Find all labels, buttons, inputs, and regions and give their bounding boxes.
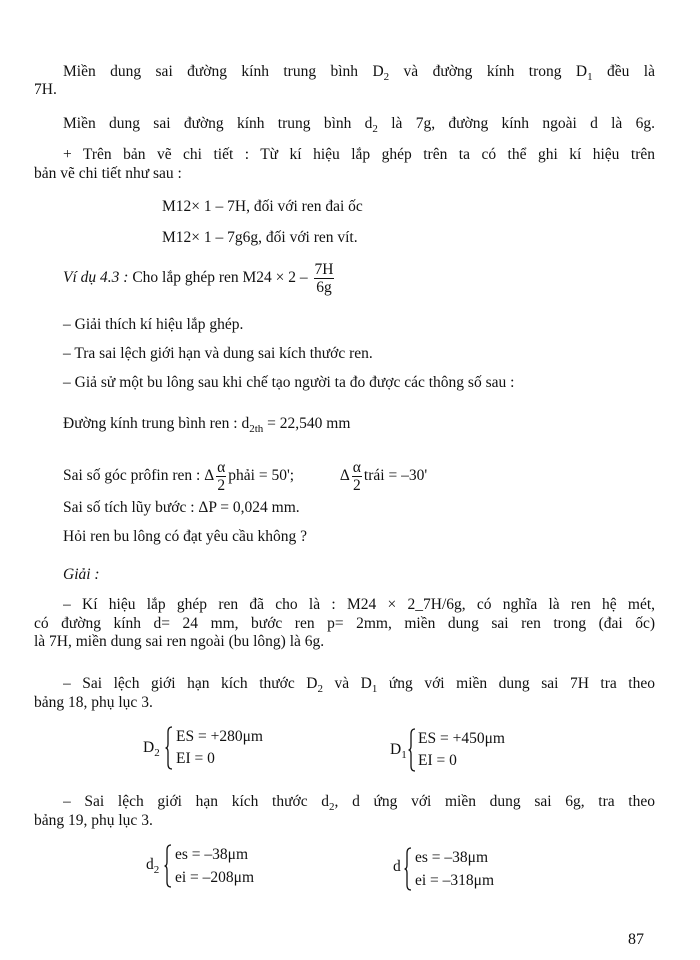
subscript: 1 [587,71,593,81]
text-line [63,793,655,811]
text-segment: + Trên bản vẽ chi tiết : Từ kí hiệu lắp ghép trên ta có thể ghi kí hiệu trên [63,146,655,163]
text-segment: là 7g, đường kính ngoài d là 6g. [377,115,655,132]
alpha: α [352,459,361,476]
text-line [162,198,363,216]
label-subscript: 1 [401,749,407,761]
example-label: Ví dụ 4.3 : [63,269,129,287]
text-segment: Miền dung sai đường kính trung bình d [63,115,373,132]
deviation-label [390,741,407,759]
text-segment: và D [322,675,372,692]
text-segment: – Giả sử một bu lông sau khi chế tạo người ta đo được các thông số sau : [63,374,515,391]
deviation-label [146,856,159,874]
angle-error-line [63,459,427,494]
text-segment: Hỏi ren bu lông có đạt yêu cầu không ? [63,528,308,545]
text-segment: bảng 18, phụ lục 3. [34,694,153,711]
example-text: Cho lắp ghép ren M24 × 2 – [128,269,312,287]
text-line [63,63,655,81]
text-segment: M12× 1 – 7H, đối với ren đai ốc [162,198,363,215]
upper-deviation: es = –38μm [415,849,489,866]
lower-deviation: EI = 0 [418,752,457,769]
text-line [34,812,153,830]
subscript: 1 [371,683,378,693]
text-segment: Miền dung sai đường kính trung bình D [63,63,384,80]
delta: Δ [339,467,350,485]
text-segment: , d ứng với miền dung sai 6g, tra theo [334,793,655,810]
subscript: 2 [317,683,323,693]
text-segment: và đường kính trong D [389,63,588,80]
text-segment: 7H. [34,81,57,98]
brace-icon [408,728,416,772]
text-segment: – Kí hiệu lắp ghép ren đã cho là : M24 × 2_7H/6g, có nghĩa là ren hệ mét, [63,596,655,613]
upper-deviation: ES = +450μm [418,730,505,747]
lower-deviation: EI = 0 [176,750,215,767]
upper-deviation: es = –38μm [175,846,249,863]
angle-right: phải = 50'; [228,467,295,485]
text-line [63,115,655,133]
text-line [34,633,324,651]
label-letter: D [390,741,402,758]
text-line [63,499,300,517]
text-segment: Giải : [63,566,100,583]
text-line [162,229,358,247]
label-subscript: 2 [154,747,160,759]
text-line [63,566,100,584]
text-segment: đều là [592,63,655,80]
label-subscript: 2 [153,864,160,876]
text-segment: bảng 19, phụ lục 3. [34,812,153,829]
text-segment: là 7H, miền dung sai ren ngoài (bu lông) là 6g. [34,633,325,650]
label-letter: D [143,739,155,756]
brace-icon [164,844,172,888]
text-line [63,415,350,433]
page-number: 87 [628,931,644,948]
text-segment: Sai số tích lũy bước : ΔP = 0,024 mm. [63,499,300,516]
example-heading [63,261,336,296]
text-line [34,694,153,712]
text-line [34,165,182,183]
fit-fraction [314,261,335,296]
text-segment: Đường kính trung bình ren : d [63,415,250,432]
alpha: α [217,459,226,476]
text-segment: – Giải thích kí hiệu lắp ghép. [63,316,244,333]
text-line [63,596,655,614]
label-letter: d [146,856,154,873]
lower-deviation: ei = –208μm [175,869,255,886]
text-segment: M12× 1 – 7g6g, đối với ren vít. [162,229,358,246]
brace-icon [165,726,173,770]
two: 2 [217,477,226,494]
text-segment: có đường kính d= 24 mm, bước ren p= 2mm, miền dung sai ren trong (đai ốc) [34,615,655,632]
angle-prefix: Sai số góc prôfin ren : Δ [63,467,215,485]
text-segment: = 22,540 mm [263,415,351,432]
half-angle-fraction [216,459,226,494]
deviation-label: d [393,858,401,875]
angle-left: trái = –30' [363,467,428,485]
half-angle-fraction [352,459,362,494]
text-line [34,615,655,633]
text-line [63,675,655,693]
two: 2 [352,477,361,494]
fraction-numerator: 7H [314,261,334,278]
text-line [63,345,373,363]
subscript: 2 [383,71,390,81]
lower-deviation: ei = –318μm [415,872,495,889]
brace-icon [404,847,412,891]
subscript: 2 [372,123,378,133]
text-segment: – Sai lệch giới hạn kích thước d [63,793,330,810]
text-line [63,374,514,392]
text-line [63,316,243,334]
text-segment: – Tra sai lệch giới hạn và dung sai kích thước ren. [63,345,373,362]
subscript: 2 [329,801,335,811]
text-line [63,528,307,546]
fraction-denominator: 6g [316,279,332,296]
text-segment: bản vẽ chi tiết như sau : [34,165,182,182]
text-segment: – Sai lệch giới hạn kích thước D [63,675,318,692]
text-line [63,146,655,164]
deviation-label [143,739,160,757]
text-line [34,81,57,99]
text-segment: ứng với miền dung sai 7H tra theo [377,675,655,692]
upper-deviation: ES = +280μm [176,728,263,745]
subscript: 2th [249,423,264,435]
